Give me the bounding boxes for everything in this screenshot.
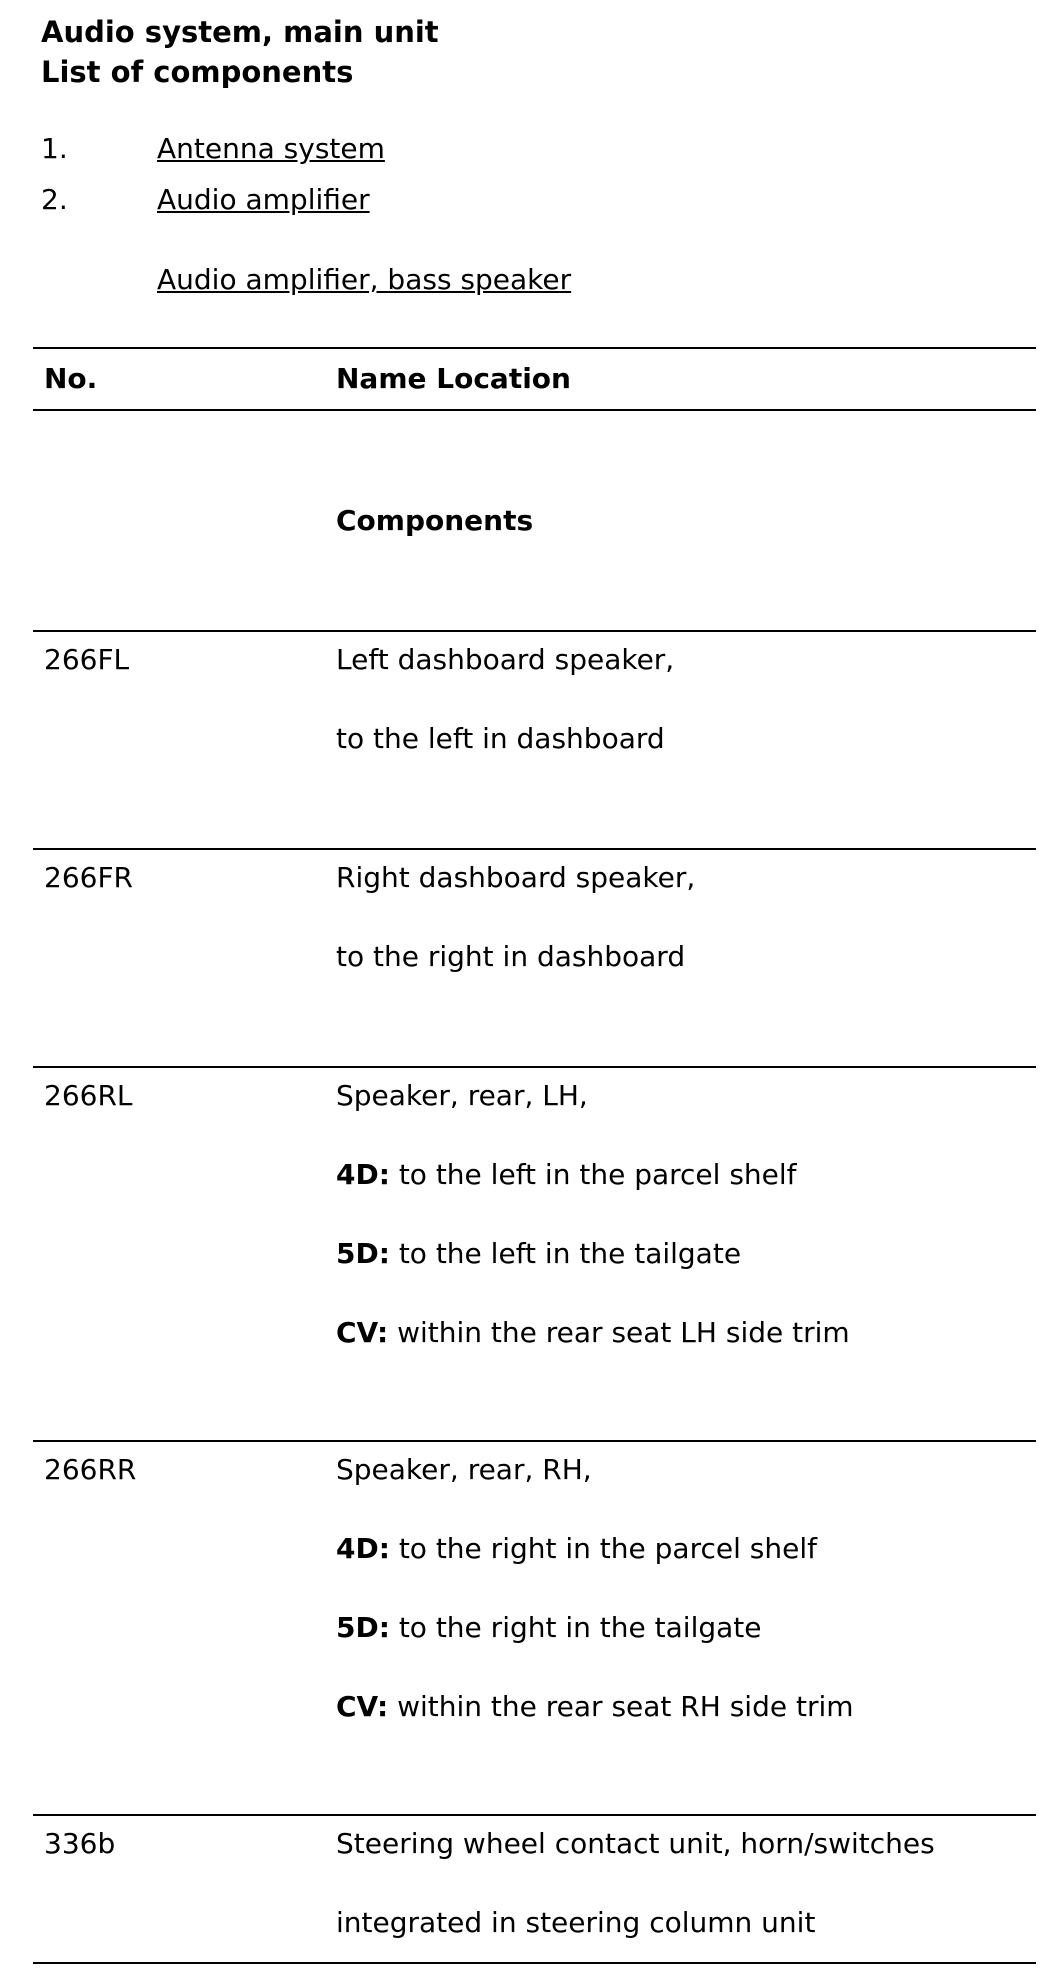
link-number: 2. [41, 183, 68, 216]
row-separator [33, 1814, 1036, 1816]
row-separator [33, 630, 1036, 632]
component-number: 266FR [44, 861, 134, 894]
description-text: within the rear seat LH side trim [388, 1316, 850, 1349]
component-description-line [336, 722, 665, 755]
title-line-2: List of components [41, 55, 354, 89]
description-text: to the left in the parcel shelf [389, 1158, 797, 1191]
description-text: Speaker, rear, RH, [336, 1453, 592, 1486]
section-title: Components [336, 504, 534, 537]
component-number: 266RR [44, 1453, 137, 1486]
component-description-line [336, 1079, 588, 1112]
link-audio-amplifier[interactable]: Audio amplifier [157, 183, 370, 216]
link-antenna-system[interactable]: Antenna system [157, 132, 385, 165]
description-text: Left dashboard speaker, [336, 643, 675, 676]
table-bottom-rule [33, 1962, 1036, 1964]
component-description-line [336, 1453, 592, 1486]
link-number: 1. [41, 132, 68, 165]
variant-prefix: 5D: [336, 1611, 390, 1644]
component-description-line [336, 1316, 850, 1349]
description-text: to the right in the parcel shelf [389, 1532, 817, 1565]
row-separator [33, 848, 1036, 850]
row-separator [33, 1066, 1036, 1068]
description-text: Right dashboard speaker, [336, 861, 696, 894]
variant-prefix: 5D: [336, 1237, 390, 1270]
component-description-line [336, 1690, 854, 1723]
row-separator [33, 1440, 1036, 1442]
component-description-line [336, 643, 674, 676]
component-description-line [336, 1827, 935, 1860]
table-top-rule [33, 347, 1036, 349]
variant-prefix: CV: [336, 1690, 389, 1723]
component-description-line [336, 1906, 815, 1939]
component-description-line [336, 1158, 797, 1191]
component-number: 266RL [44, 1079, 133, 1112]
variant-prefix: 4D: [336, 1532, 390, 1565]
component-description-line [336, 1237, 741, 1270]
header-bottom-rule [33, 409, 1036, 411]
title-line-1: Audio system, main unit [41, 15, 439, 49]
description-text: integrated in steering column unit [336, 1906, 816, 1939]
component-number: 336b [44, 1827, 116, 1860]
variant-prefix: CV: [336, 1316, 389, 1349]
component-description-line [336, 861, 695, 894]
description-text: to the right in the tailgate [389, 1611, 762, 1644]
description-text: Speaker, rear, LH, [336, 1079, 588, 1112]
component-description-line [336, 1611, 761, 1644]
description-text: to the right in dashboard [336, 940, 686, 973]
variant-prefix: 4D: [336, 1158, 390, 1191]
component-description-line [336, 940, 685, 973]
link-audio-amplifier-bass-speaker[interactable]: Audio amplifier, bass speaker [157, 263, 572, 296]
header-no: No. [44, 362, 98, 395]
page-title [41, 12, 439, 92]
description-text: Steering wheel contact unit, horn/switches [336, 1827, 935, 1860]
component-number: 266FL [44, 643, 130, 676]
description-text: to the left in the tailgate [389, 1237, 742, 1270]
description-text: within the rear seat RH side trim [388, 1690, 854, 1723]
header-name-location: Name Location [336, 362, 571, 395]
component-description-line [336, 1532, 817, 1565]
description-text: to the left in dashboard [336, 722, 665, 755]
